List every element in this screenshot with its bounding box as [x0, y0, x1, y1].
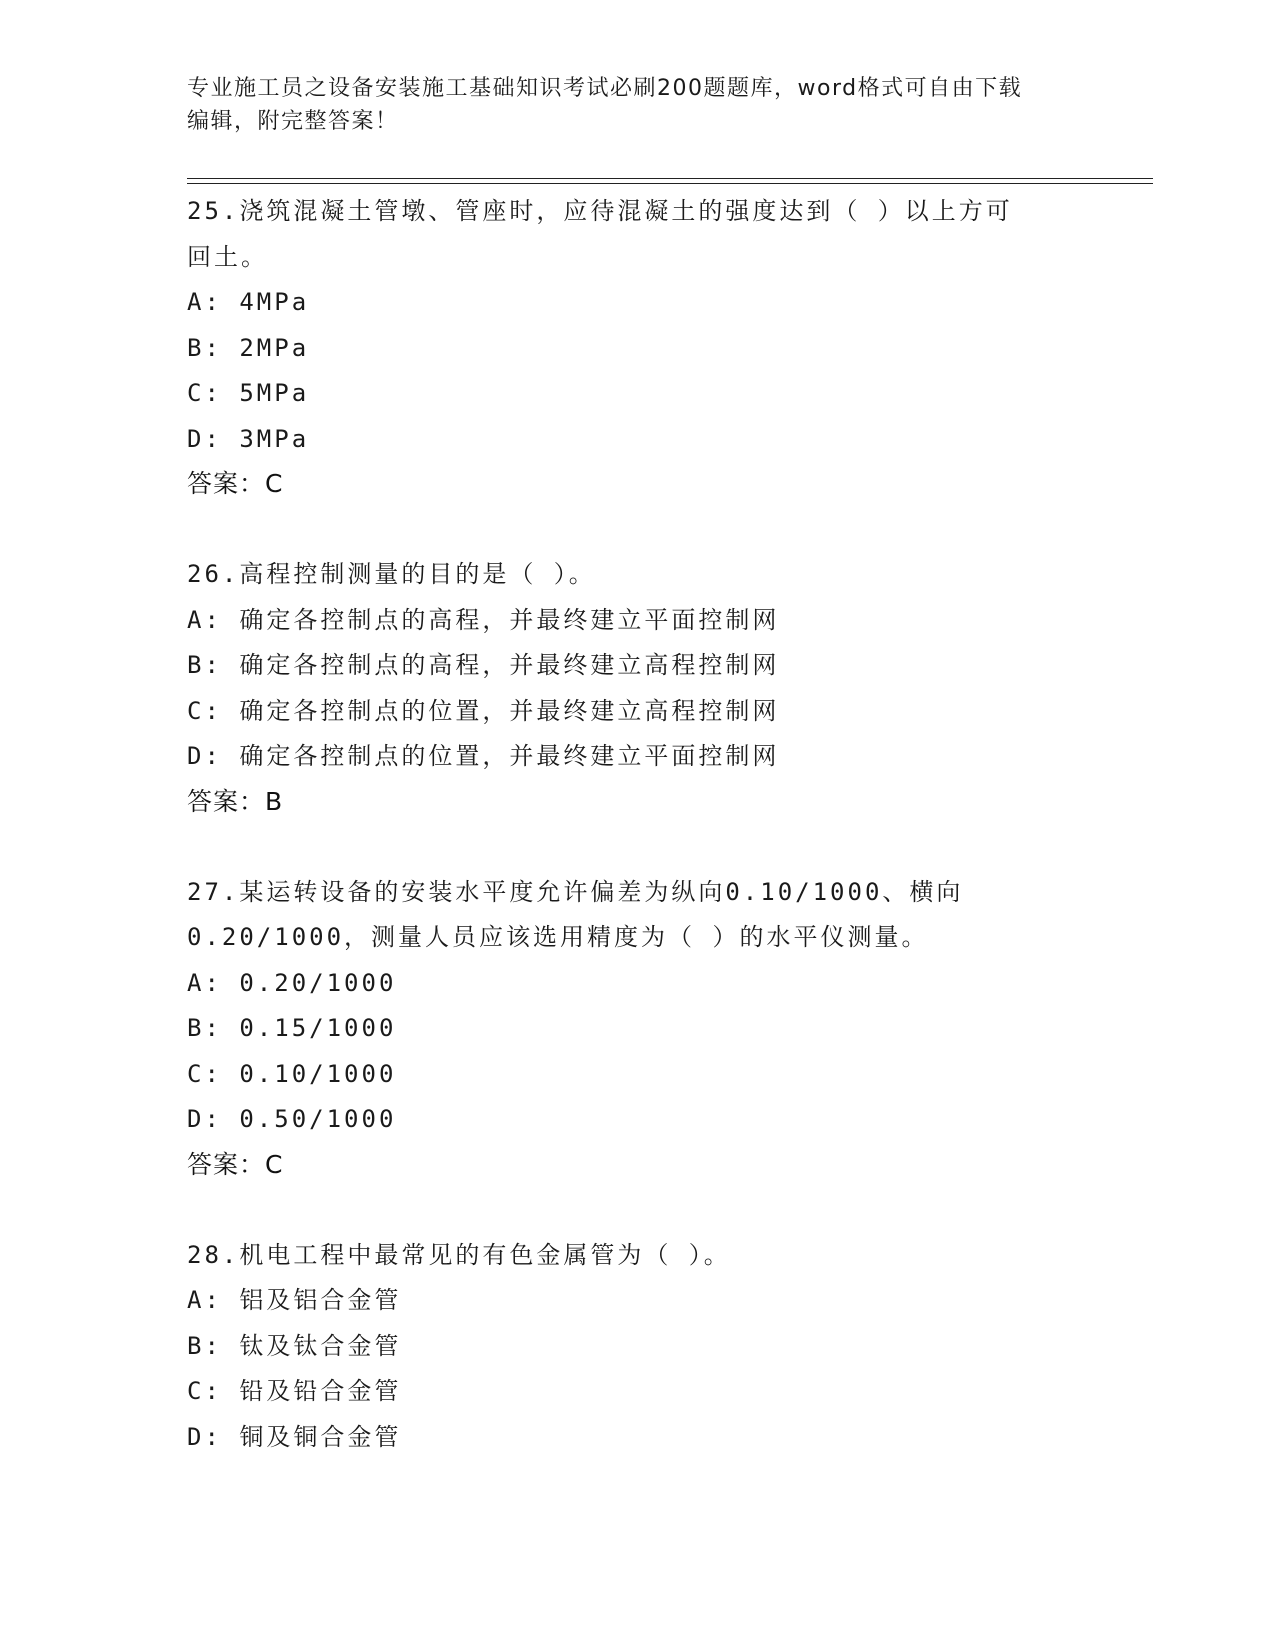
option-d: D: 0.50/1000: [187, 1105, 397, 1133]
header-divider-top: [187, 178, 1153, 179]
question-stem: 27.某运转设备的安装水平度允许偏差为纵向0.10/1000、横向: [187, 877, 964, 906]
option-a: A: 确定各控制点的高程，并最终建立平面控制网: [187, 605, 780, 634]
header-line-2: 编辑，附完整答案！: [187, 109, 399, 134]
question-stem: 28.机电工程中最常见的有色金属管为（ ）。: [187, 1240, 731, 1269]
option-c: C: 确定各控制点的位置，并最终建立高程控制网: [187, 696, 780, 725]
answer-line: 答案：C: [187, 1149, 284, 1179]
question-stem: 26.高程控制测量的目的是（ ）。: [187, 560, 596, 588]
option-c: C: 5MPa: [187, 379, 310, 407]
option-d: D: 确定各控制点的位置，并最终建立平面控制网: [187, 742, 780, 770]
question-stem-continued: 回土。: [187, 242, 268, 271]
option-a: A: 铝及铝合金管: [187, 1286, 402, 1314]
option-b: B: 0.15/1000: [187, 1014, 397, 1042]
header-divider-bottom: [187, 183, 1153, 184]
answer-line: 答案：C: [187, 469, 284, 498]
option-a: A: 4MPa: [187, 288, 310, 316]
header-line-1: 专业施工员之设备安装施工基础知识考试必刷200题题库，word格式可自由下载: [187, 76, 1023, 101]
option-b: B: 2MPa: [187, 333, 310, 362]
option-c: C: 0.10/1000: [187, 1059, 397, 1088]
option-b: B: 确定各控制点的高程，并最终建立高程控制网: [187, 651, 780, 679]
question-stem-continued: 0.20/1000，测量人员应该选用精度为（ ）的水平仪测量。: [187, 923, 929, 951]
option-d: D: 3MPa: [187, 424, 310, 453]
option-d: D: 铜及铜合金管: [187, 1422, 402, 1451]
question-stem: 25.浇筑混凝土管墩、管座时，应待混凝土的强度达到（ ）以上方可: [187, 197, 1013, 225]
option-c: C: 铅及铅合金管: [187, 1377, 402, 1405]
question-list: [187, 189, 1087, 1506]
question-25: [187, 189, 1087, 506]
question-28: [187, 1233, 1087, 1461]
question-27: [187, 870, 1087, 1187]
option-b: B: 钛及钛合金管: [187, 1331, 402, 1360]
question-26: [187, 552, 1087, 824]
answer-line: 答案：B: [187, 786, 284, 816]
document-header: [187, 72, 1067, 138]
option-a: A: 0.20/1000: [187, 968, 397, 997]
